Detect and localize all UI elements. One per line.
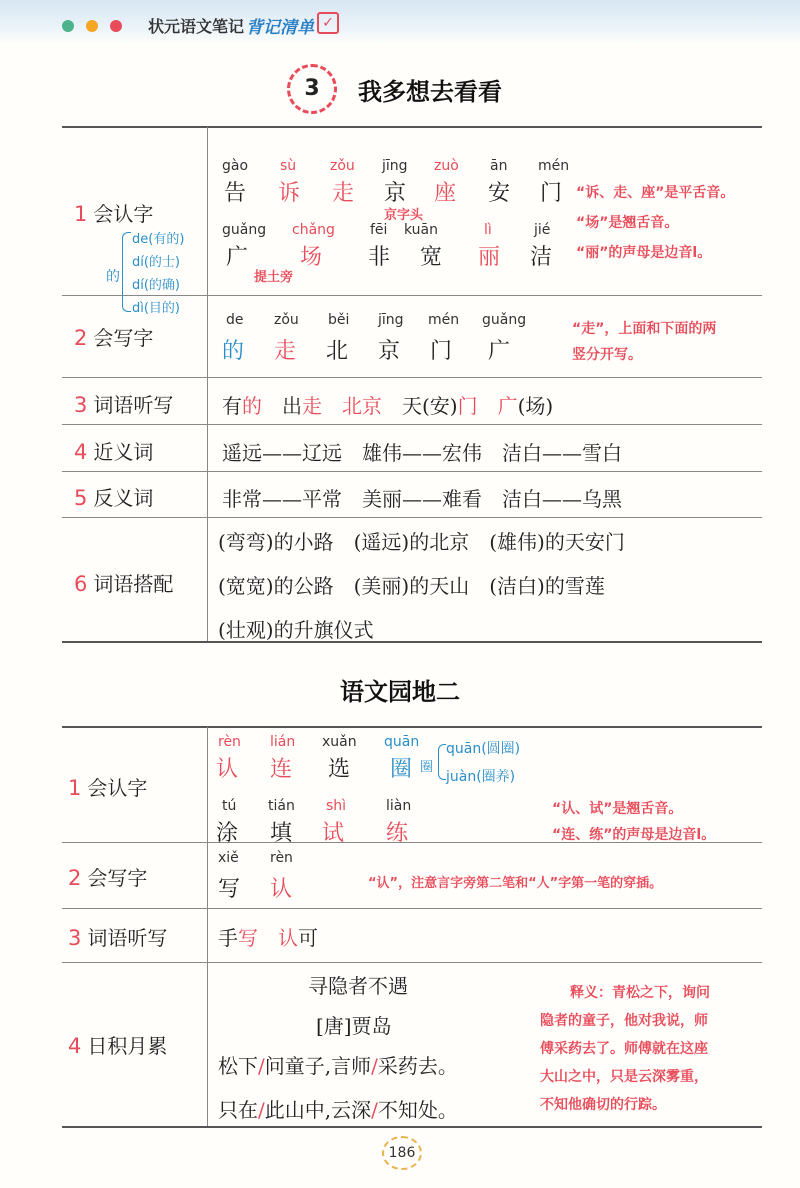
hanzi: 练 [386,821,409,846]
hanzi: 丽 [478,245,501,270]
note-ren: “认”，注意言字旁第二笔和“人”字第一笔的穿插。 [368,876,663,891]
hanzi: 北 [326,339,349,364]
pinyin: rèn [218,734,241,750]
de-char: 的 [106,269,120,285]
row-label-antonyms: 5 反义词 [74,486,154,510]
check-icon: ✓ [317,12,339,34]
page-number: 186 [382,1136,422,1170]
hanzi: 认 [270,877,293,902]
quan-small: 圈 [420,760,434,775]
pinyin: jīng [382,158,408,174]
pinyin: xiě [218,850,239,866]
table-top-border [62,126,762,128]
hanzi: 广 [226,245,249,270]
hanzi: 非 [368,245,391,270]
section-title: 语文园地二 [340,678,460,706]
explanation-line: 不知他确切的行踪。 [540,1097,666,1113]
row-label-recognize-2: 1 会认字 [68,776,148,800]
note-zou-2: 竖分开写。 [572,347,642,363]
note-flat-tongue: “诉、走、座”是平舌音。 [576,185,735,201]
dictation-words: 有的 出走 北京 天(安)门 广(场) [222,394,554,418]
hanzi: 的 [222,339,245,364]
hanzi: 座 [434,181,457,206]
hanzi: 京 [384,181,407,206]
pinyin: běi [328,312,350,328]
dot-red [110,20,122,32]
poem-line-2: 只在/此山中,云深/不知处。 [218,1098,458,1122]
pinyin: guǎng [222,222,267,238]
note-zou-1: “走”，上面和下面的两 [572,321,717,337]
brace-icon [122,232,131,312]
dictation-words-2: 手写 认可 [218,926,318,950]
table-col-divider [207,127,208,641]
row-label-dictation-2: 3 词语听写 [68,926,168,950]
row-label-write: 2 会写字 [74,326,154,350]
hanzi: 选 [328,757,351,782]
synonyms-text: 遥远——辽远 雄伟——宏伟 洁白——雪白 [222,441,622,465]
quan-reading: quān(圆圈) [446,741,521,757]
annotation-jing: 京字头 [384,208,424,223]
dot-green [62,20,74,32]
collocation-line: (弯弯)的小路 (遥远)的北京 (雄伟)的天安门 [218,530,625,554]
hanzi: 宽 [420,245,443,270]
note-retroflex: “场”是翘舌音。 [576,215,679,231]
pinyin: jié [534,222,551,238]
hanzi: 场 [300,245,323,270]
pinyin: rèn [270,850,293,866]
hanzi: 走 [274,339,297,364]
pinyin: gào [222,158,249,174]
hanzi: 写 [218,877,241,902]
row-label-collocation: 6 词语搭配 [74,572,174,596]
pinyin: zǒu [274,312,299,328]
pinyin: xuǎn [322,734,357,750]
poem-title: 寻隐者不遇 [308,974,408,998]
brand-subtitle: 背记清单 [246,18,314,38]
pinyin: sù [280,158,297,174]
row-label-write-2: 2 会写字 [68,866,148,890]
pinyin: kuān [404,222,439,238]
pinyin: liàn [386,798,412,814]
hanzi: 认 [216,757,239,782]
annotation-chang: 提土旁 [254,270,294,285]
lesson-number: 3 [287,64,337,114]
hanzi: 试 [322,821,345,846]
hanzi: 京 [378,339,401,364]
hanzi: 圈 [390,757,413,782]
pinyin: zǒu [330,158,355,174]
pinyin: ān [490,158,508,174]
hanzi: 涂 [216,821,239,846]
de-reading: dí(的士) [132,255,181,270]
antonyms-text: 非常——平常 美丽——难看 洁白——乌黑 [222,487,622,511]
pinyin: de [226,312,244,328]
pinyin: jīng [378,312,404,328]
explanation-line: 隐者的童子，他对我说，师 [540,1013,708,1029]
pinyin: shì [326,798,347,814]
poem-line-1: 松下/问童子,言师/采药去。 [218,1054,458,1078]
hanzi: 门 [430,339,453,364]
pinyin: lì [484,222,492,238]
explanation-line: 释义：青松之下，询问 [570,985,710,1001]
hanzi: 连 [270,757,293,782]
lesson-title: 我多想去看看 [358,78,502,106]
hanzi: 安 [488,181,511,206]
dot-orange [86,20,98,32]
explanation-line: 傅采药去了。师傅就在这座 [540,1041,708,1057]
row-label-dictation: 3 词语听写 [74,393,174,417]
hanzi: 诉 [278,181,301,206]
pinyin: quān [384,734,420,750]
row-label-synonyms: 4 近义词 [74,440,154,464]
de-reading: dì(目的) [132,301,181,316]
pinyin: lián [270,734,296,750]
quan-reading: juàn(圈养) [446,769,516,785]
collocation-line: (壮观)的升旗仪式 [218,618,374,642]
pinyin: fēi [370,222,388,238]
hanzi: 洁 [530,245,553,270]
hanzi: 门 [540,181,563,206]
explanation-line: 大山之中，只是云深雾重， [540,1069,708,1085]
poem-author: [唐]贾岛 [316,1014,392,1038]
de-reading: dí(的确) [132,278,181,293]
hanzi: 走 [332,181,355,206]
brand-title: 状元语文笔记 [148,17,245,36]
pinyin: tú [222,798,237,814]
note-lateral: “丽”的声母是边音l。 [576,245,712,261]
de-reading: de(有的) [132,232,185,247]
hanzi: 填 [270,821,293,846]
pinyin: zuò [434,158,459,174]
hanzi: 广 [488,339,511,364]
collocation-line: (宽宽)的公路 (美丽)的天山 (洁白)的雪莲 [218,574,605,598]
pinyin: tián [268,798,295,814]
hanzi: 告 [224,181,247,206]
pinyin: guǎng [482,312,527,328]
note-retroflex-2: “认、试”是翘舌音。 [552,801,683,817]
brace-icon [438,744,446,780]
pinyin: mén [428,312,460,328]
note-lateral-2: “连、练”的声母是边音l。 [552,827,716,843]
pinyin: mén [538,158,570,174]
row-label-accumulate: 4 日积月累 [68,1034,168,1058]
row-label-recognize: 1 会认字 [74,202,154,226]
pinyin: chǎng [292,222,335,238]
